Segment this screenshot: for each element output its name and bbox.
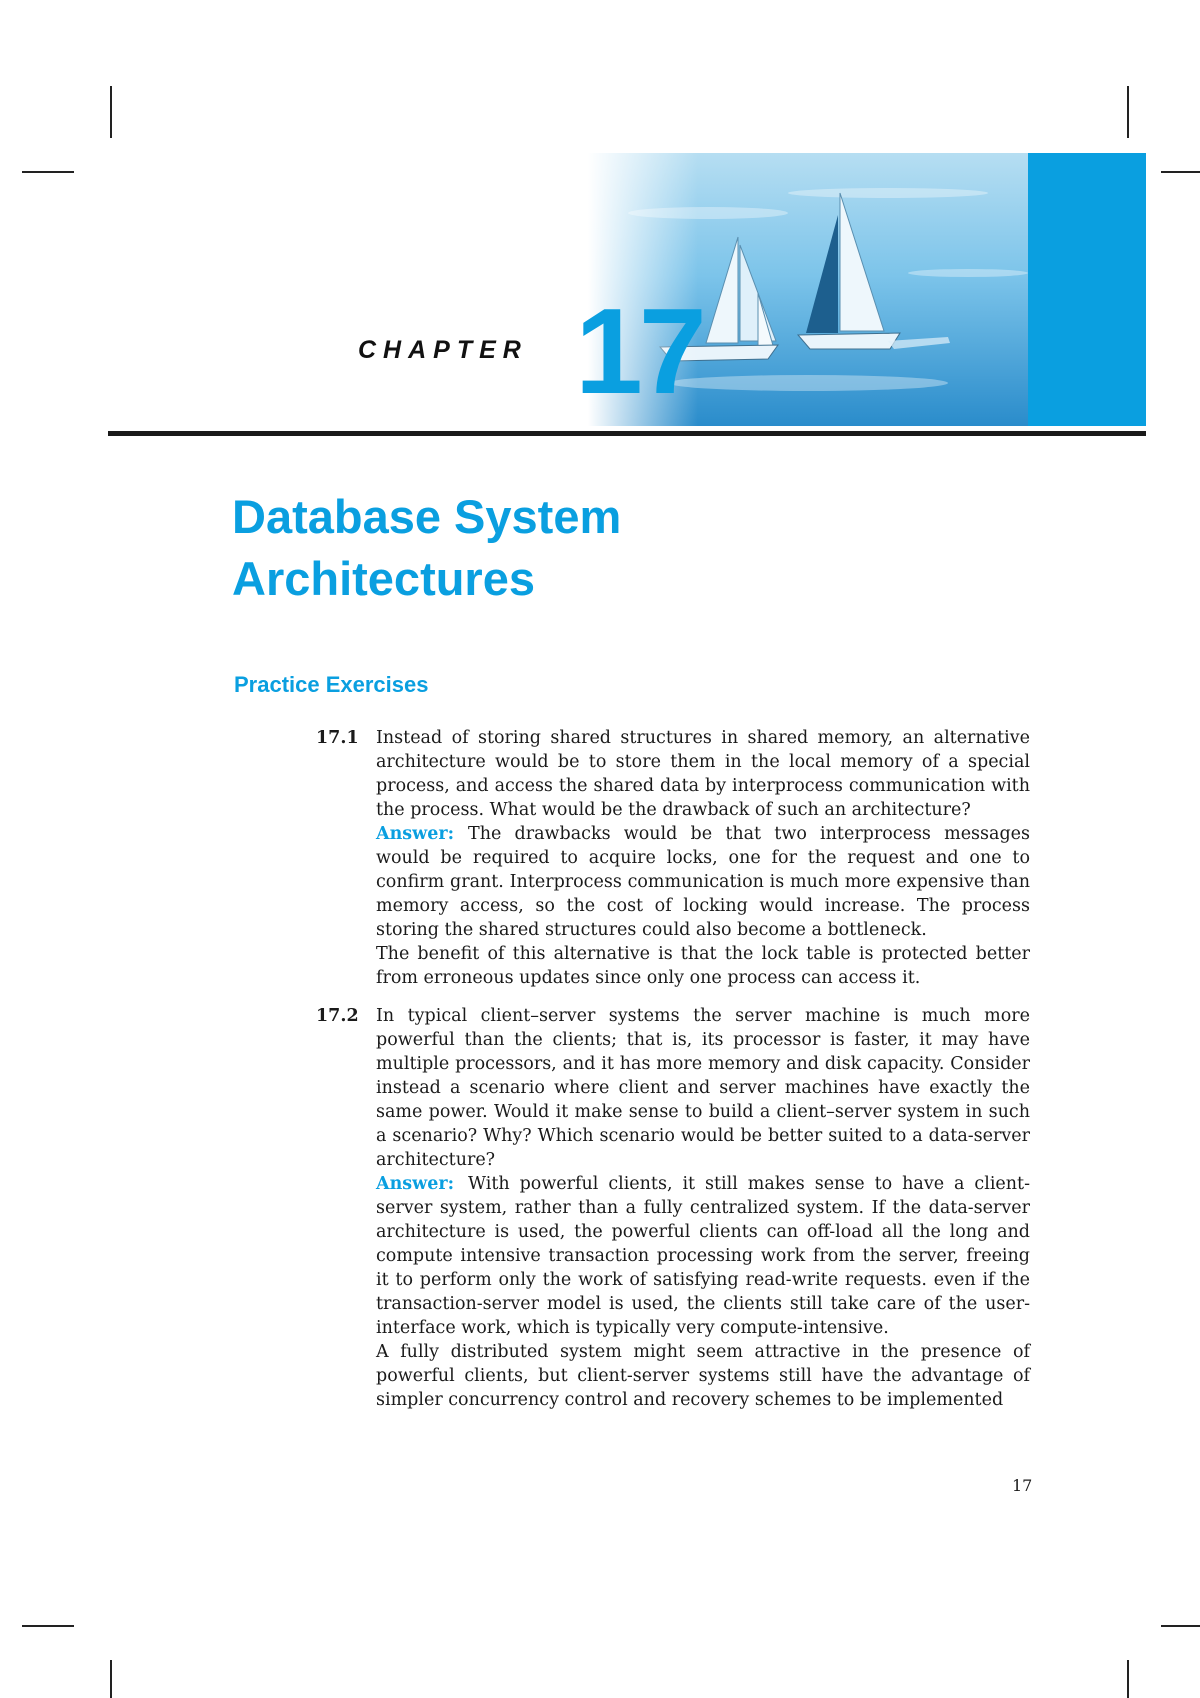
exercise-body (376, 1004, 1030, 1412)
section-heading: Practice Exercises (234, 672, 429, 697)
exercise-item (316, 726, 1030, 990)
exercise-body (376, 726, 1030, 990)
exercise-question: Instead of storing shared structures in shared memory, an alternative architecture would be to store them in the local memory of a special process, and access the shared data by interprocess communication with the process. What would be the drawback of such an architecture? (376, 728, 1030, 820)
answer-label: Answer: (376, 824, 455, 844)
chapter-rule (108, 431, 1146, 436)
crop-mark (110, 86, 112, 138)
exercise-answer-extra: The benefit of this alternative is that the lock table is protected better from erroneous updates since only one process can access it. (376, 944, 1030, 988)
exercise-answer (376, 822, 1030, 942)
chapter-label: CHAPTER (358, 336, 528, 364)
exercise-item (316, 1004, 1030, 1412)
chapter-number: 17 (575, 283, 703, 419)
exercise-answer-extra: A fully distributed system might seem attractive in the presence of powerful clients, but client-server systems still have the advantage of simpler concurrency control and recovery schemes to be implemented (376, 1342, 1030, 1410)
chapter-title-line-2: Architectures (232, 552, 535, 605)
chapter-title-line-1: Database System (232, 490, 622, 543)
page-number: 17 (1012, 1476, 1033, 1495)
answer-text: With powerful clients, it still makes sense to have a client-server system, rather than a fully centralized system. If the data-server architecture is used, the powerful clients can off-load all the long and compute intensive transaction processing work from the server, freeing it to perform only the work of satisfying read-write requests. even if the transaction-server model is used, the clients still take care of the user-interface work, which is typically very compute-intensive. (376, 1174, 1030, 1338)
exercise-question: In typical client–server systems the server machine is much more powerful than the clients; that is, its processor is faster, it may have multiple processors, and it has more memory and disk capacity. Consider instead a scenario where client and server machines have exactly the same power. Would it make sense to build a client–server system in such a scenario? Why? Which scenario would be better suited to a data-server architecture? (376, 1006, 1030, 1170)
answer-text: The drawbacks would be that two interprocess messages would be required to acquire locks, one for the request and one to confirm grant. Interprocess communication is much more expensive than memory access, so the cost of locking would increase. The process storing the shared structures could also become a bottleneck. (376, 824, 1030, 940)
crop-mark (22, 171, 74, 173)
crop-mark (1127, 86, 1129, 138)
exercise-number: 17.2 (316, 1006, 359, 1026)
chapter-title (232, 486, 621, 610)
crop-mark (1161, 171, 1200, 173)
crop-mark (1127, 1660, 1129, 1698)
crop-mark (110, 1660, 112, 1698)
exercise-number: 17.1 (316, 728, 359, 748)
answer-label: Answer: (376, 1174, 455, 1194)
crop-mark (1161, 1625, 1200, 1627)
crop-mark (22, 1625, 74, 1627)
exercise-list (316, 726, 1030, 1426)
exercise-answer (376, 1172, 1030, 1340)
chapter-side-block (1028, 153, 1146, 426)
